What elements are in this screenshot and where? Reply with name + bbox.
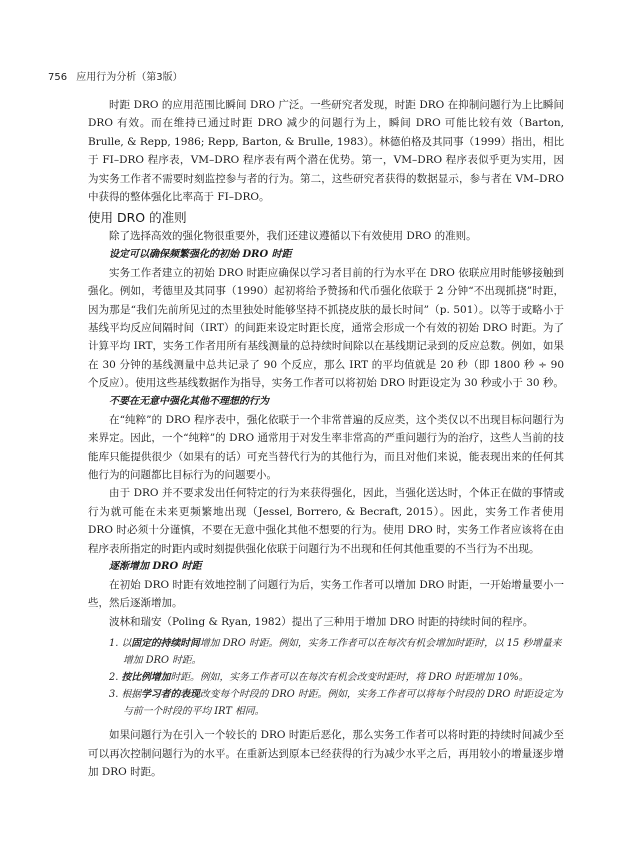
running-title: 应用行为分析（第3版） [76, 72, 183, 83]
page-number: 756 [48, 72, 68, 83]
subheading-initial-interval: 设定可以确保频繁强化的初始 DRO 时距 [109, 248, 292, 260]
paragraph-increase-interval: 在初始 DRO 时距有效地控制了问题行为后，实务工作者可以增加 DRO 时距，一开始增量要小一些，然后逐渐增加。 [88, 578, 564, 610]
page-body [88, 96, 564, 781]
paragraph-pure-dro: 在“纯粹”的 DRO 程序表中，强化依联于一个非常普遍的反应类，这个类仅以不出现目标问题行为来界定。因此，一个“纯粹”的 DRO 通常用于对发生率非常高的严重问题行为的治疗，这些人当前的技能库只能提供很少（如果有的话）可充当替代行为的其他行为，而且对他们来说，能表现出来的任何其他行为的问题都比目标行为的问题要小。 [88, 413, 564, 481]
paragraph-worsening: 如果问题行为在引入一个较长的 DRO 时距后恶化，那么实务工作者可以将时距的持续时间减少至可以再次控制问题行为的水平。在重新达到原本已经获得的行为减少水平之后，再用较小的增量逐步增加 DRO 时距。 [88, 729, 564, 778]
subheading-avoid-reinforcing: 不要在无意中强化其他不理想的行为 [109, 395, 269, 407]
list-item: 3. 根据学习者的表现改变每个时段的 DRO 时距。例如，实务工作者可以将每个时段的 DRO 时距设定为与前一个时段的平均 IRT 相同。 [109, 689, 563, 718]
paragraph-dro-comparison: 时距 DRO 的应用范围比瞬间 DRO 广泛。一些研究者发现，时距 DRO 在抑制问题行为上比瞬间 DRO 有效。而在维持已通过时距 DRO 减少的问题行为上，瞬间 DRO 可能比较有效（Barton, Brulle, & Repp, 1986; Repp, Barton, & Brulle, 1983）。林德伯格及其同事（1999）指出，相比于 FI–DRO 程序表，VM–DRO 程序表有两个潜在优势。第一，VM–DRO 程序表似乎更为实用，因为实务工作者不需要时刻监控参与者的行为。第二，这些研究者获得的数据显示，参与者在 VM–DRO 中获得的整体强化比率高于 FI–DRO。 [88, 99, 564, 204]
subheading-gradual-increase: 逐渐增加 DRO 时距 [109, 560, 202, 572]
procedure-list [88, 635, 564, 720]
list-item: 1. 以固定的持续时间增加 DRO 时距。例如，实务工作者可以在每次有机会增加时距时，以 15 秒增量来增加 DRO 时距。 [109, 638, 562, 667]
section-title: 使用 DRO 的准则 [88, 210, 187, 226]
paragraph-three-procedures: 波林和瑞安（Poling & Ryan, 1982）提出了三种用于增加 DRO 时距的持续时间的程序。 [109, 615, 534, 628]
paragraph-caution: 由于 DRO 并不要求发出任何特定的行为来获得强化，因此，当强化送达时，个体正在做的事情或行为就可能在未来更频繁地出现（Jessel, Borrero, & Becraft, 2015）。因此，实务工作者使用 DRO 时必须十分谨慎，不要在无意中强化其他不想要的行为。使用 DRO 时，实务工作者应该将在由程序表所指定的时距内或时刻提供强化依联于问题行为不出现和任何其他重要的不当行为不出现。 [88, 487, 564, 555]
running-header [48, 68, 183, 83]
list-item: 2. 按比例增加时距。例如，实务工作者可以在每次有机会改变时距时，将 DRO 时距增加 10%。 [109, 672, 529, 684]
paragraph-initial-interval: 实务工作者建立的初始 DRO 时距应确保以学习者目前的行为水平在 DRO 依联应用时能够接触到强化。例如，考德里及其同事（1990）起初将给予赞扬和代币强化依联于 2 分钟“不出现抓挠”时距，因为那是“我们先前所见过的杰里独处时能够坚持不抓挠皮肤的最长时间”（p. 501）。以等于或略小于基线平均反应间隔时间（IRT）的间距来设定时距长度，通常会形成一个有效的初始 DRO 时距。为了计算平均 IRT，实务工作者用所有基线测量的总持续时间除以在基线期记录到的反应总数。例如，如果在 30 分钟的基线测量中总共记录了 90 个反应，那么 IRT 的平均值就是 20 秒（即 1800 秒 ÷ 90 个反应）。使用这些基线数据作为指导，实务工作者可以将初始 DRO 时距设定为 30 秒或小于 30 秒。 [88, 266, 564, 390]
paragraph-guidelines-intro: 除了选择高效的强化物很重要外，我们还建议遵循以下有效使用 DRO 的准则。 [109, 230, 477, 243]
